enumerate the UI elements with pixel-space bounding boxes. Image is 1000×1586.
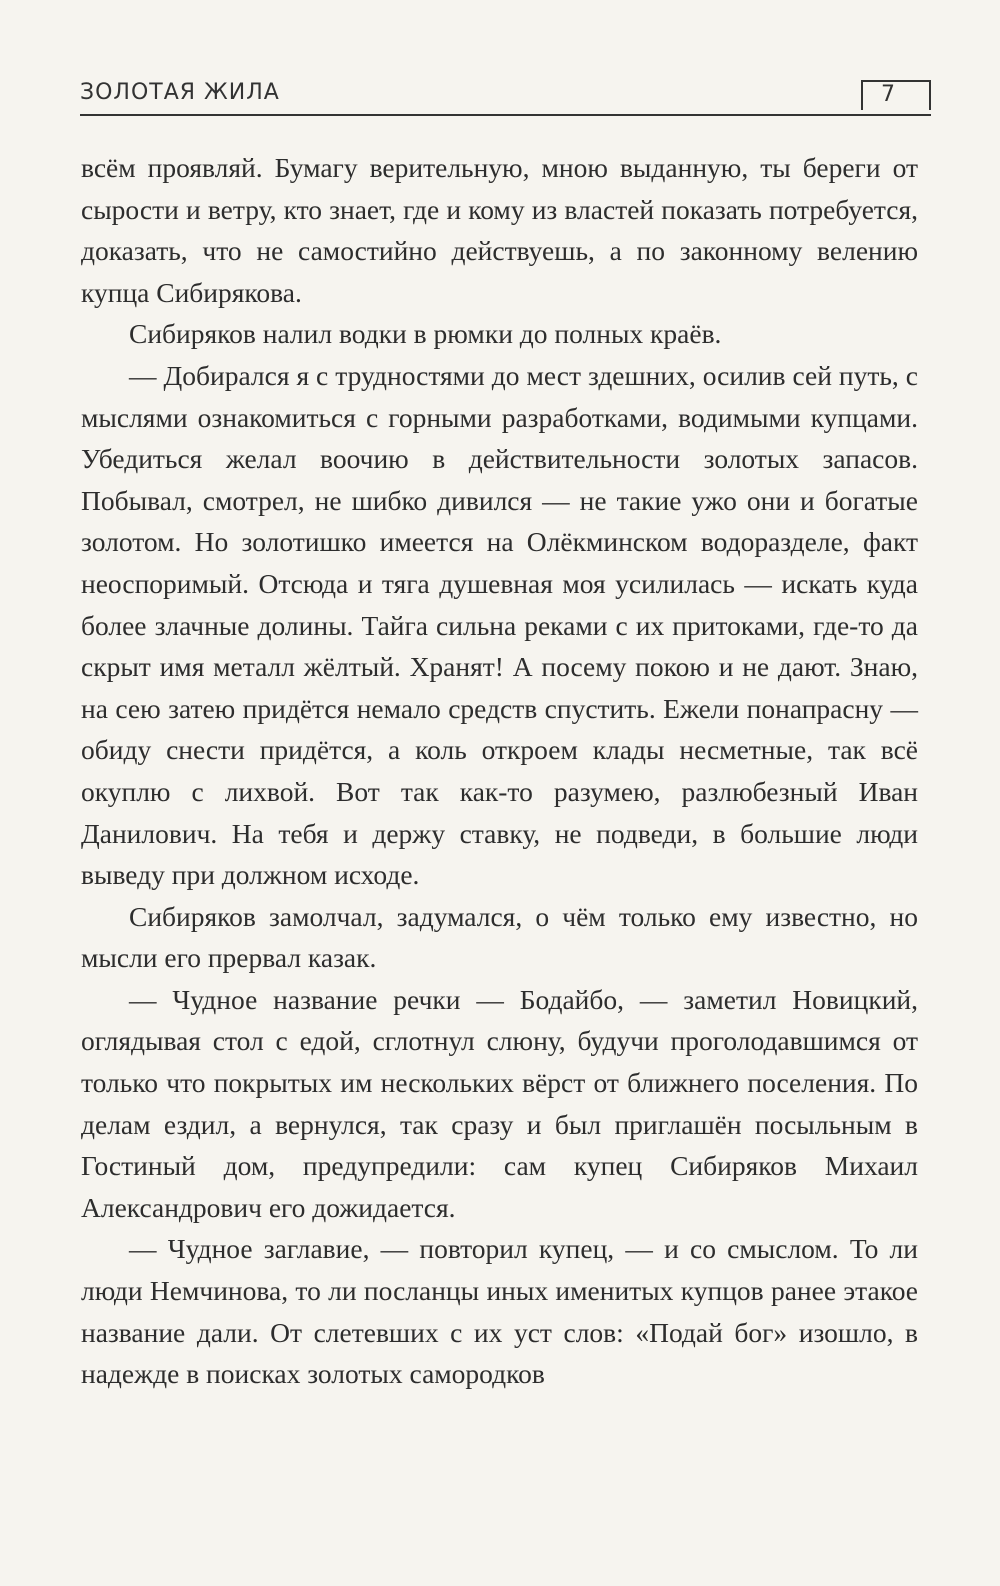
running-header bbox=[80, 76, 931, 116]
paragraph-dialogue: — Чудное заглавие, — повторил купец, — и со смыслом. То ли люди Немчинова, то ли посланцы иных именитых купцов ранее этакое название дали. От слетевших с их уст слов: «Подай бог» изошло, в надежде в поисках золотых самородков bbox=[81, 1233, 918, 1390]
text-body bbox=[81, 147, 918, 1395]
paragraph: Сибиряков замолчал, задумался, о чём только ему известно, но мысли его прервал казак. bbox=[81, 900, 918, 974]
paragraph: Сибиряков налил водки в рюмки до полных краёв. bbox=[129, 318, 722, 350]
page-number-box bbox=[861, 80, 931, 110]
paragraph-dialogue: — Чудное название речки — Бодайбо, — заметил Новицкий, оглядывая стол с едой, сглотнул слюну, будучи проголодавшимся от только что покрытых им нескольких вёрст от ближнего поселения. По делам ездил, а вернулся, так сразу и был приглашён посыльным в Гостиный дом, предупредили: сам купец Сибиряков Михаил Александрович его дожидается. bbox=[81, 983, 918, 1223]
page-number: 7 bbox=[881, 82, 895, 107]
paragraph-dialogue: — Добирался я с трудностями до мест здешних, осилив сей путь, с мыслями ознакомиться с горными разработками, водимыми купцами. Убедиться желал воочию в действительности золотых запасов. Побывал, смотрел, не шибко дивился — не такие ужо они и богатые золотом. Но золотишко имеется на Олёкминском водоразделе, факт неоспоримый. Отсюда и тяга душевная моя усилилась — искать куда более злачные долины. Тайга сильна реками с их притоками, где-то да скрыт имя металл жёлтый. Хранят! А посему покою и не дают. Знаю, на сею затею придётся немало средств спустить. Ежели понапрасну — обиду снести придётся, а коль откроем клады несметные, так всё окуплю с лихвой. Вот так как-то разумею, разлюбезный Иван Данилович. На тебя и держу ставку, не подведи, в большие люди выведу при должном исходе. bbox=[81, 359, 918, 891]
running-title: ЗОЛОТАЯ ЖИЛА bbox=[80, 80, 280, 105]
paragraph-continuation: всём проявляй. Бумагу верительную, мною выданную, ты береги от сырости и ветру, кто знает, где и кому из властей показать потребуется, доказать, что не самостийно действуешь, а по законному велению купца Сибирякова. bbox=[81, 152, 918, 308]
